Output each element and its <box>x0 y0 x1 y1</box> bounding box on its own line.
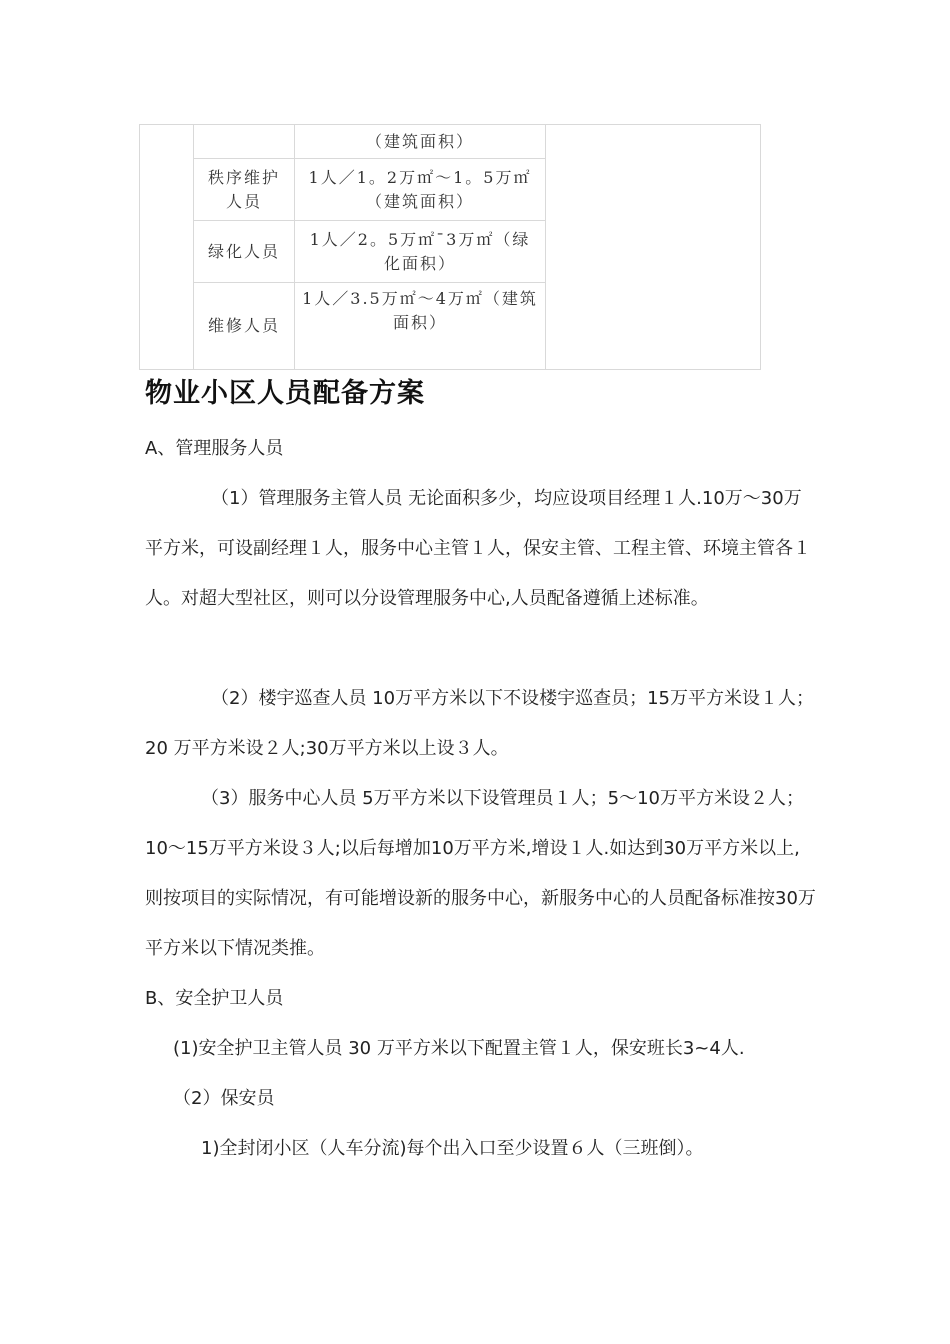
document-title: 物业小区人员配备方案 <box>145 378 425 409</box>
category-cell <box>140 125 194 370</box>
section-b-paragraph-1: (1)安全护卫主管人员 30 万平方米以下配置主管１人，保安班长3~4人. <box>173 1038 745 1059</box>
standard-cell: （建筑面积） <box>295 125 546 159</box>
standard-cell: 1人／2。5万㎡¯3万㎡（绿化面积） <box>295 221 546 283</box>
section-b-heading: B、安全护卫人员 <box>145 988 284 1009</box>
role-cell: 绿化人员 <box>194 221 295 283</box>
section-a-paragraph-1: （1）管理服务主管人员 无论面积多少，均应设项目经理１人.10万～30万平方米，可设副经理１人，服务中心主管１人，保安主管、工程主管、环境主管各１人。对超大型社区，则可以分设管理服务中心,人员配备遵循上述标准。 <box>145 488 811 609</box>
section-b-paragraph-2: （2）保安员 <box>173 1088 275 1109</box>
staffing-standard-table <box>139 124 761 370</box>
role-cell: 维修人员 <box>194 283 295 370</box>
section-a-paragraph-2: （2）楼宇巡查人员 10万平方米以下不设楼宇巡查员；15万平方米设１人；20 万平方米设２人;30万平方米以上设３人。 <box>145 688 814 759</box>
remark-cell <box>546 125 761 370</box>
standard-cell: 1人／1。2万㎡～1。5万㎡（建筑面积） <box>295 159 546 221</box>
standard-cell: 1人／3.5万㎡～4万㎡（建筑面积） <box>295 283 546 370</box>
section-a-paragraph-3: （3）服务中心人员 5万平方米以下设管理员１人；5～10万平方米设２人；10～15万平方米设３人;以后每增加10万平方米,增设１人.如达到30万平方米以上,则按项目的实际情况，有可能增设新的服务中心，新服务中心的人员配备标准按30万平方米以下情况类推。 <box>145 788 816 959</box>
role-cell <box>194 125 295 159</box>
section-a-heading: A、管理服务人员 <box>145 438 284 459</box>
section-b-paragraph-3: 1)全封闭小区（人车分流)每个出入口至少设置６人（三班倒）。 <box>201 1138 704 1159</box>
table-row <box>140 125 761 159</box>
role-cell: 秩序维护人员 <box>194 159 295 221</box>
